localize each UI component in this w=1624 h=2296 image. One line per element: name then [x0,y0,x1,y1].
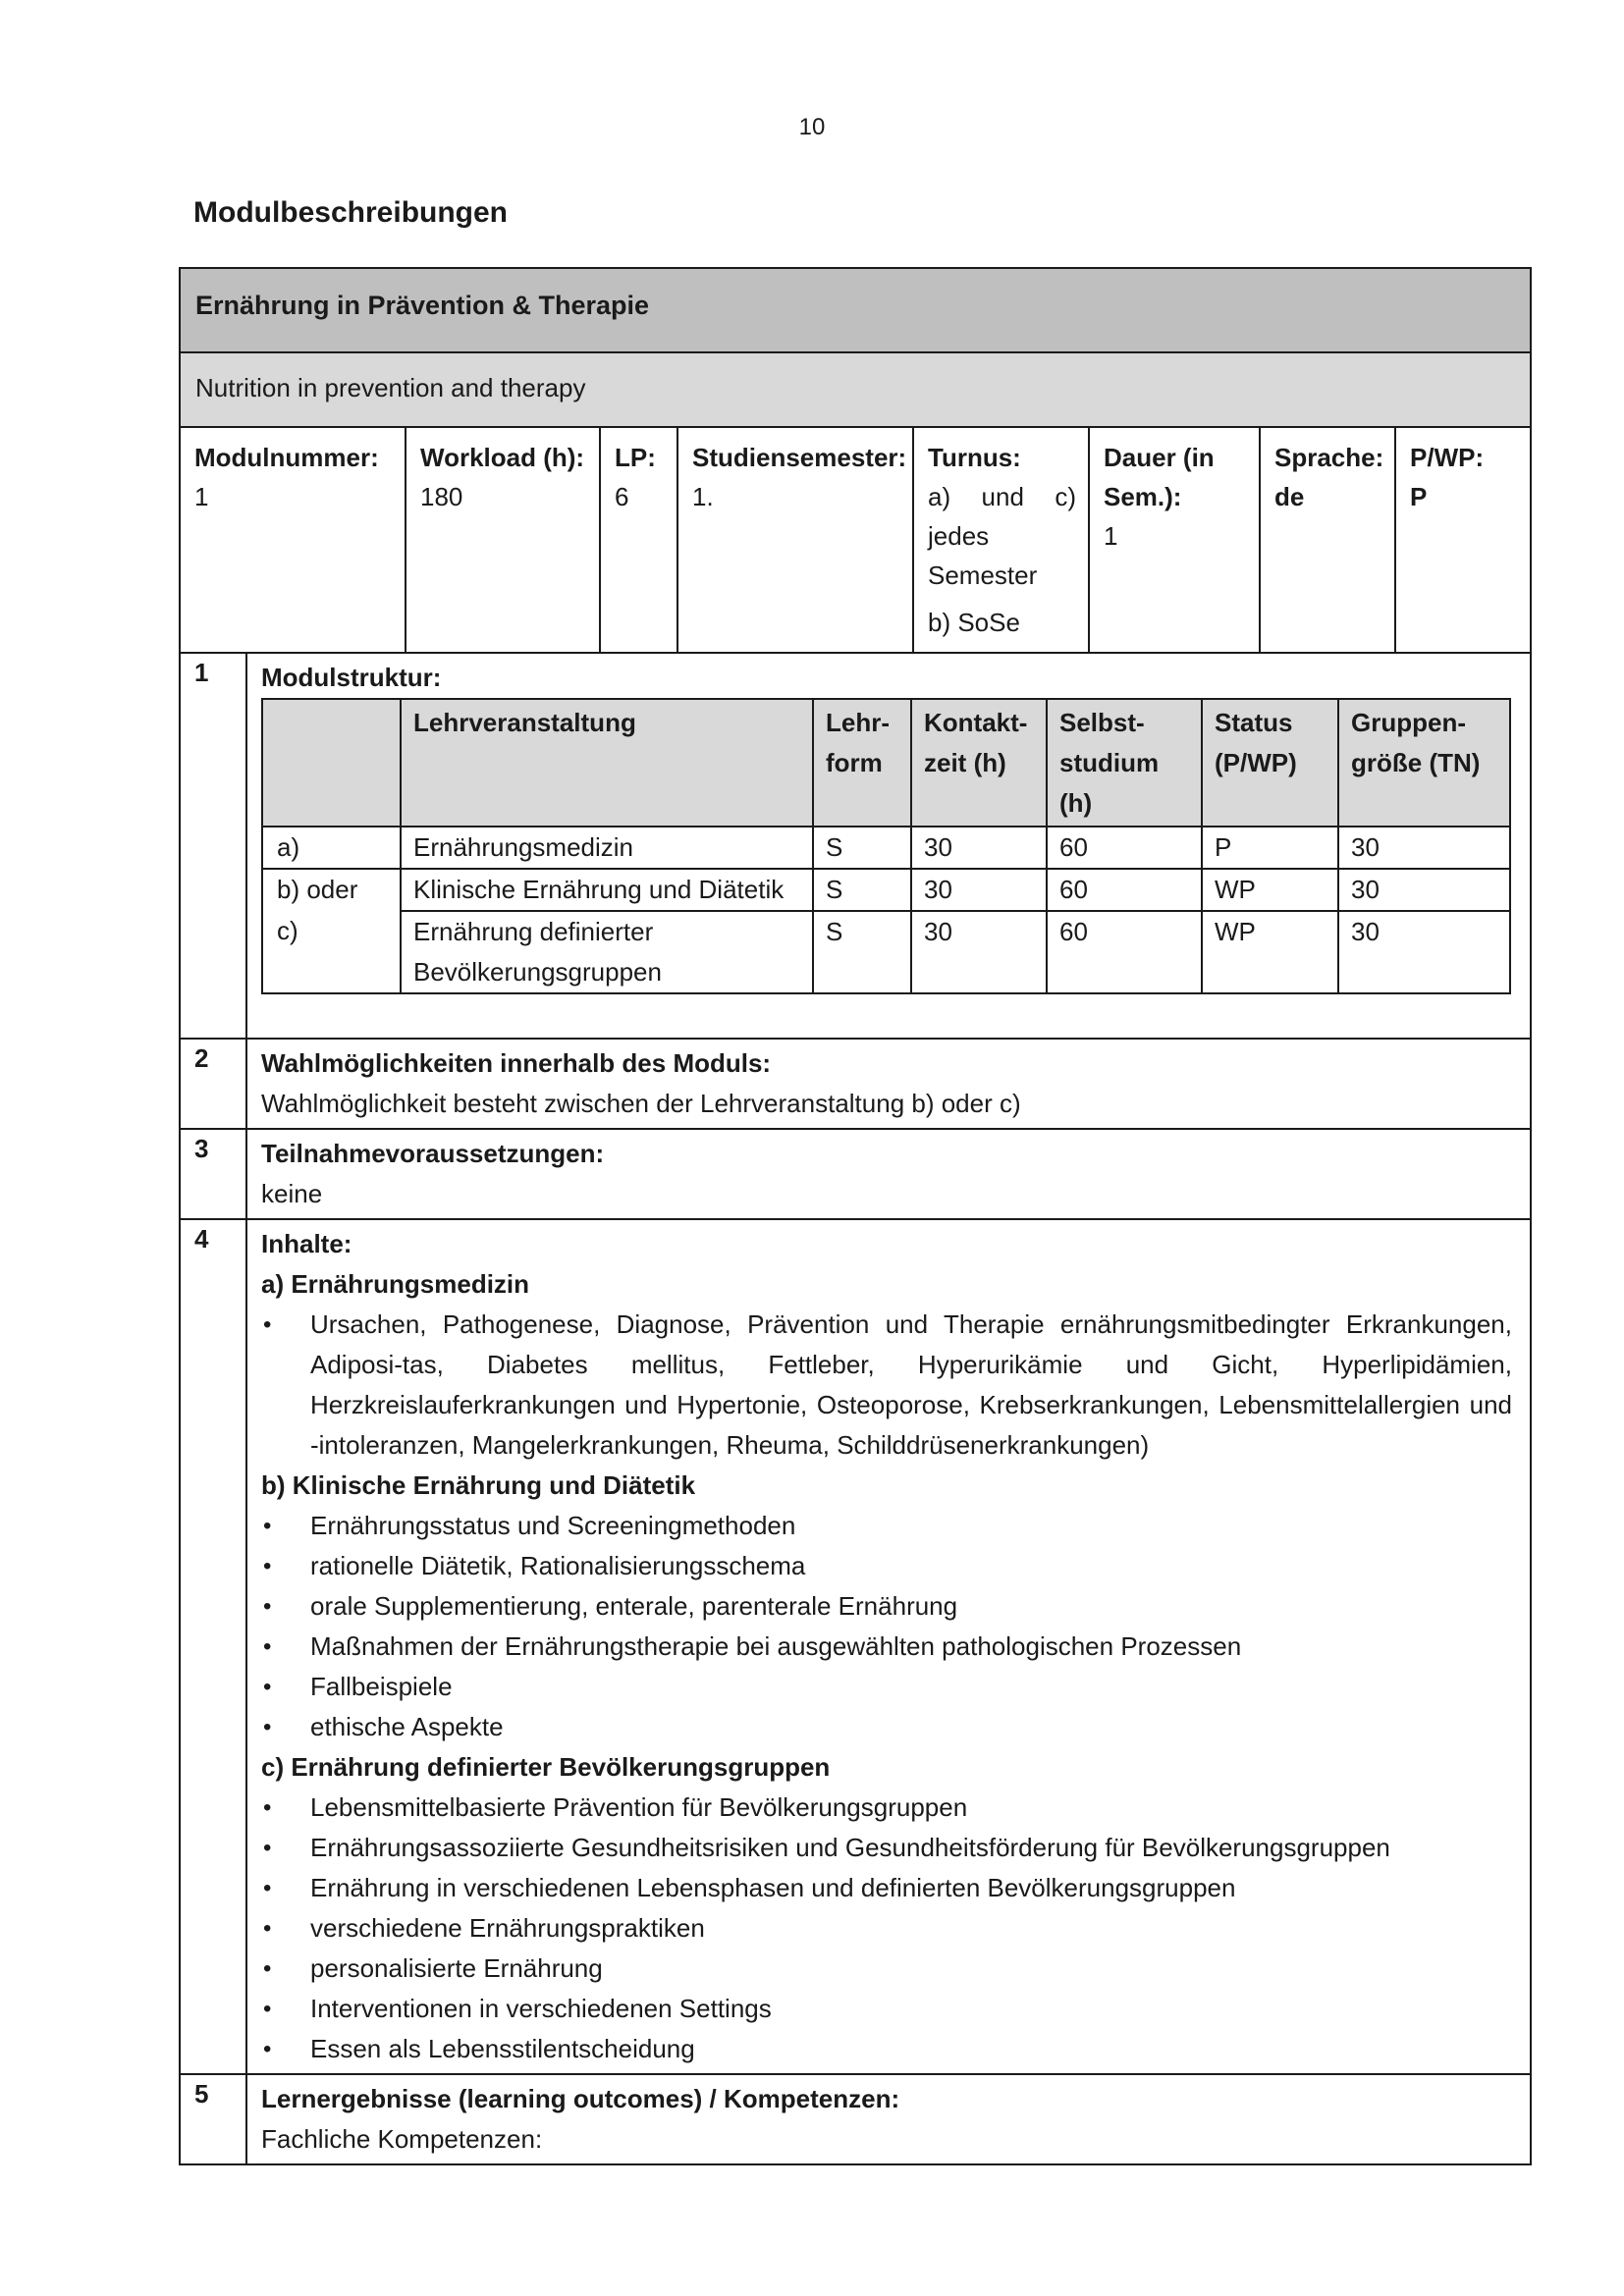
list-item [261,1667,1512,1707]
meta-sprache-label: Sprache: [1274,443,1384,472]
course-row [262,827,1510,869]
list-item-text: Fallbeispiele [310,1672,453,1701]
list-item-text: Essen als Lebensstilentscheidung [310,2034,695,2063]
list-item-text: ethische Aspekte [310,1712,504,1741]
section-2-label: Wahlmöglichkeiten innerhalb des Moduls: [261,1048,772,1078]
list-item-text: Lebensmittelbasierte Prävention für Bevölkerungsgruppen [310,1792,968,1822]
course-row-kontakt: 30 [911,911,1047,993]
bullet-icon: • [263,1633,272,1660]
course-row-status: WP [1202,911,1338,993]
course-row-kontakt: 30 [911,869,1047,911]
course-row-kontakt: 30 [911,827,1047,869]
meta-turnus [913,428,1089,652]
section-4-content [246,1219,1531,2074]
module-meta-row [180,427,1531,653]
course-row-status: P [1202,827,1338,869]
list-item [261,1828,1512,1868]
course-header-lehrform: Lehr-form [813,699,911,827]
bullet-icon: • [263,1553,272,1579]
list-item-text: orale Supplementierung, enterale, parenterale Ernährung [310,1591,958,1621]
bullet-icon: • [263,1311,272,1338]
bullet-icon: • [263,1674,272,1700]
meta-semester-value: 1. [692,482,714,511]
bullet-icon: • [263,1955,272,1982]
section-3-label: Teilnahmevoraussetzungen: [261,1139,605,1168]
list-item [261,1627,1512,1667]
course-header-selbst: Selbst-studium (h) [1047,699,1202,827]
course-row-id: b) oder [262,869,401,911]
meta-dauer-label: Dauer (in Sem.): [1104,443,1215,511]
content-c-heading: c) Ernährung definierter Bevölkerungsgruppen [261,1752,831,1782]
meta-semester-label: Studiensemester: [692,443,907,472]
section-2-text: Wahlmöglichkeit besteht zwischen der Lehrveranstaltung b) oder c) [261,1089,1021,1118]
section-3-content [246,1129,1531,1219]
bullet-icon: • [263,1593,272,1620]
section-1-label: Modulstruktur: [261,663,442,692]
list-item-text: rationelle Diätetik, Rationalisierungsschema [310,1551,806,1580]
meta-dauer-value: 1 [1104,521,1118,551]
module-title: Ernährung in Prävention & Therapie [180,268,1531,352]
meta-lp [600,428,677,652]
meta-pwp-value: P [1410,482,1428,511]
meta-workload-value: 180 [420,482,463,511]
section-5-text: Fachliche Kompetenzen: [261,2124,543,2154]
meta-pwp [1395,428,1530,652]
section-2-number: 2 [180,1039,246,1129]
course-row-id: a) [262,827,401,869]
section-4-label: Inhalte: [261,1229,352,1258]
list-item-text: Ernährungsstatus und Screeningmethoden [310,1511,796,1540]
meta-pwp-label: P/WP: [1410,443,1485,472]
list-item [261,1506,1512,1546]
section-5-content [246,2074,1531,2164]
meta-workload-label: Workload (h): [420,443,585,472]
meta-turnus-a4: jedes [928,521,990,551]
section-5-label: Lernergebnisse (learning outcomes) / Kompetenzen: [261,2084,900,2113]
course-row-name: Ernährung definierter Bevölkerungsgruppen [401,911,813,993]
module-subtitle: Nutrition in prevention and therapy [180,352,1531,427]
course-row-form: S [813,869,911,911]
list-item [261,1546,1512,1586]
bullet-icon: • [263,1996,272,2022]
bullet-icon: • [263,1875,272,1901]
list-item [261,1707,1512,1747]
section-4-number: 4 [180,1219,246,2074]
list-item-text: Maßnahmen der Ernährungstherapie bei ausgewählten pathologischen Prozessen [310,1631,1242,1661]
list-item [261,2029,1512,2069]
course-row-gruppe: 30 [1338,827,1510,869]
list-item-text: Interventionen in verschiedenen Settings [310,1994,772,2023]
course-row [262,911,1510,993]
meta-turnus-a1: a) [928,482,951,511]
bullet-icon: • [263,1513,272,1539]
meta-sprache-value: de [1274,482,1305,511]
module-table [179,267,1532,2165]
meta-workload [406,428,600,652]
course-row-gruppe: 30 [1338,869,1510,911]
course-row-selbst: 60 [1047,827,1202,869]
course-header-gruppe: Gruppen-größe (TN) [1338,699,1510,827]
course-table-header [262,699,1510,827]
meta-sprache [1260,428,1395,652]
list-item [261,1305,1512,1466]
bullet-icon: • [263,1835,272,1861]
meta-turnus-a-line [928,477,1076,516]
section-1-number: 1 [180,653,246,1039]
course-row-form: S [813,827,911,869]
section-1-content [246,653,1531,1039]
list-item-text: personalisierte Ernährung [310,1953,603,1983]
course-row-id: c) [262,911,401,993]
course-header-kontakt: Kontakt-zeit (h) [911,699,1047,827]
document-title: Modulbeschreibungen [193,196,509,229]
meta-semester [677,428,913,652]
course-row-form: S [813,911,911,993]
course-header-id [262,699,401,827]
section-3-number: 3 [180,1129,246,1219]
course-row-name: Ernährungsmedizin [401,827,813,869]
bullet-icon: • [263,1714,272,1740]
meta-turnus-b: b) SoSe [928,608,1020,637]
bullet-icon: • [263,2036,272,2062]
content-a-list [261,1305,1512,1466]
course-table [261,698,1511,994]
meta-lp-label: LP: [615,443,656,472]
meta-lp-value: 6 [615,482,629,511]
section-2-content [246,1039,1531,1129]
course-row-selbst: 60 [1047,911,1202,993]
list-item-text: Ernährungsassoziierte Gesundheitsrisiken und Gesundheitsförderung für Bevölkerungsgruppen [310,1833,1390,1862]
course-row-name: Klinische Ernährung und Diätetik [401,869,813,911]
course-row-gruppe: 30 [1338,911,1510,993]
bullet-icon: • [263,1794,272,1821]
course-header-status: Status (P/WP) [1202,699,1338,827]
content-b-list [261,1506,1512,1747]
meta-turnus-a5: Semester [928,561,1038,590]
course-row [262,869,1510,911]
list-item-text: verschiedene Ernährungspraktiken [310,1913,705,1943]
meta-modulnummer [181,428,406,652]
meta-modulnummer-label: Modulnummer: [194,443,379,472]
content-a-heading: a) Ernährungsmedizin [261,1269,530,1299]
meta-turnus-a2: und [981,482,1024,511]
page-number: 10 [798,114,826,140]
course-header-lv: Lehrveranstaltung [401,699,813,827]
list-item [261,1989,1512,2029]
section-3-text: keine [261,1179,323,1208]
meta-modulnummer-value: 1 [194,482,209,511]
list-item [261,1868,1512,1908]
meta-dauer [1089,428,1260,652]
course-row-selbst: 60 [1047,869,1202,911]
section-5-number: 5 [180,2074,246,2164]
content-c-list [261,1788,1512,2069]
list-item-text: Ursachen, Pathogenese, Diagnose, Prävention und Therapie ernährungsmitbedingter Erkrankungen, Adiposi-tas, Diabetes mellitus, Fettleber, Hyperurikämie und Gicht, Hyperlipidämien, Herzkreislauferkrankungen und Hypertonie, Osteoporose, Krebserkrankungen, Lebensmittelallergien und -intoleranzen, Mangelerkrankungen, Rheuma, Schilddrüsenerkrankungen) [310,1309,1512,1460]
list-item [261,1908,1512,1949]
list-item-text: Ernährung in verschiedenen Lebensphasen und definierten Bevölkerungsgruppen [310,1873,1236,1902]
bullet-icon: • [263,1915,272,1942]
course-row-status: WP [1202,869,1338,911]
meta-turnus-a3: c) [1055,482,1076,511]
list-item [261,1949,1512,1989]
list-item [261,1788,1512,1828]
content-b-heading: b) Klinische Ernährung und Diätetik [261,1470,696,1500]
list-item [261,1586,1512,1627]
meta-turnus-label: Turnus: [928,443,1021,472]
